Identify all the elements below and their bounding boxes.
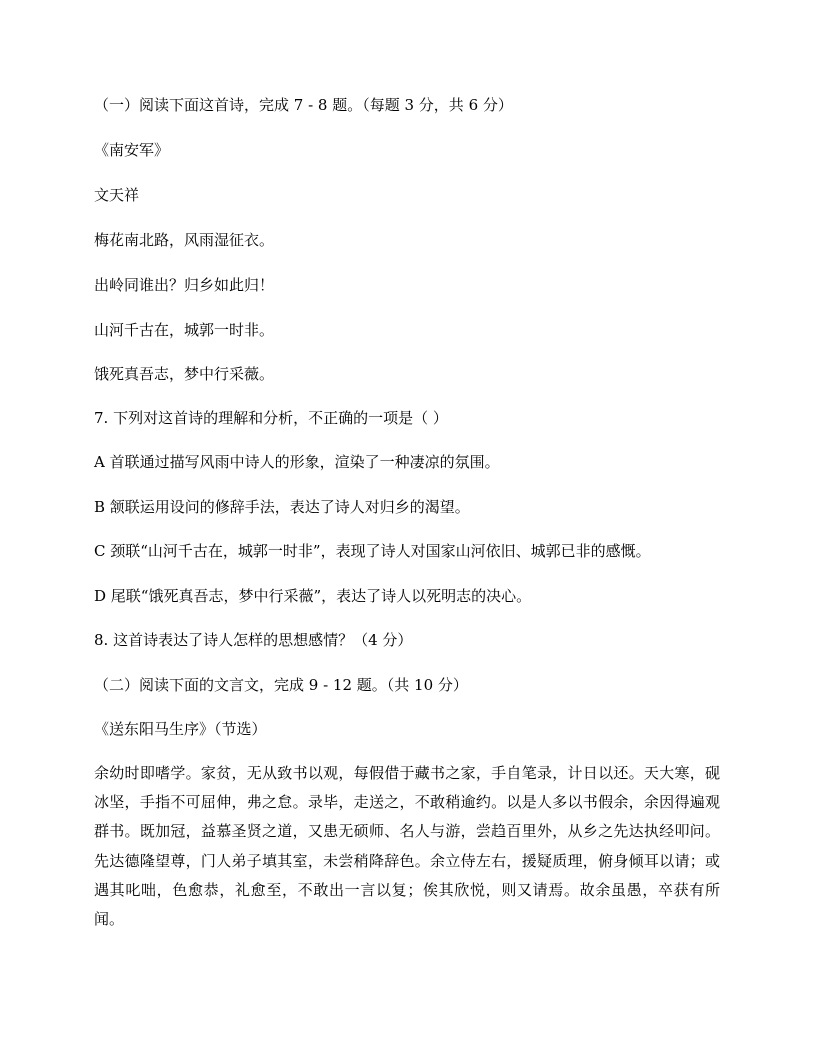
question-8-stem: 8. 这首诗表达了诗人怎样的思想感情？（4 分） [94,631,413,649]
question-7-option-d: D 尾联“饿死真吾志，梦中行采薇”，表达了诗人以死明志的决心。 [94,587,532,605]
poem-line-2: 出岭同谁出？归乡如此归！ [94,276,275,294]
poem-line-3: 山河千古在，城郭一时非。 [94,321,275,339]
section2-heading: （二）阅读下面的文言文，完成 9 - 12 题。（共 10 分） [94,676,468,694]
question-7-option-a: A 首联通过描写风雨中诗人的形象，渲染了一种凄凉的氛围。 [94,453,500,471]
classical-passage: 余幼时即嗜学。家贫，无从致书以观，每假借于藏书之家，手自笔录，计日以还。天大寒，砚冰坚，手指不可屈伸，弗之怠。录毕，走送之，不敢稍逾约。以是人多以书假余，余因得遍观群书。既加冠，益慕圣贤之道，又患无硕师、名人与游，尝趋百里外，从乡之先达执经叩问。先达德隆望尊，门人弟子填其室，未尝稍降辞色。余立侍左右，援疑质理，俯身倾耳以请；或遇其叱咄，色愈恭，礼愈至，不敢出一言以复；俟其欣悦，则又请焉。故余虽愚，卒获有所闻。 [94,764,720,929]
poem-author: 文天祥 [94,186,140,204]
poem-line-1: 梅花南北路，风雨湿征衣。 [94,231,275,249]
text-title: 《送东阳马生序》（节选） [94,720,267,738]
question-7-option-b: B 颔联运用设问的修辞手法，表达了诗人对归乡的渴望。 [94,498,470,516]
section1-heading: （一）阅读下面这首诗，完成 7 - 8 题。（每题 3 分，共 6 分） [94,96,513,114]
question-7-stem: 7. 下列对这首诗的理解和分析，不正确的一项是（ ） [94,409,448,427]
question-7-option-c: C 颈联“山河千古在，城郭一时非”，表现了诗人对国家山河依旧、城郭已非的感慨。 [94,542,651,560]
poem-line-4: 饿死真吾志，梦中行采薇。 [94,365,275,383]
poem-title: 《南安军》 [94,141,170,159]
